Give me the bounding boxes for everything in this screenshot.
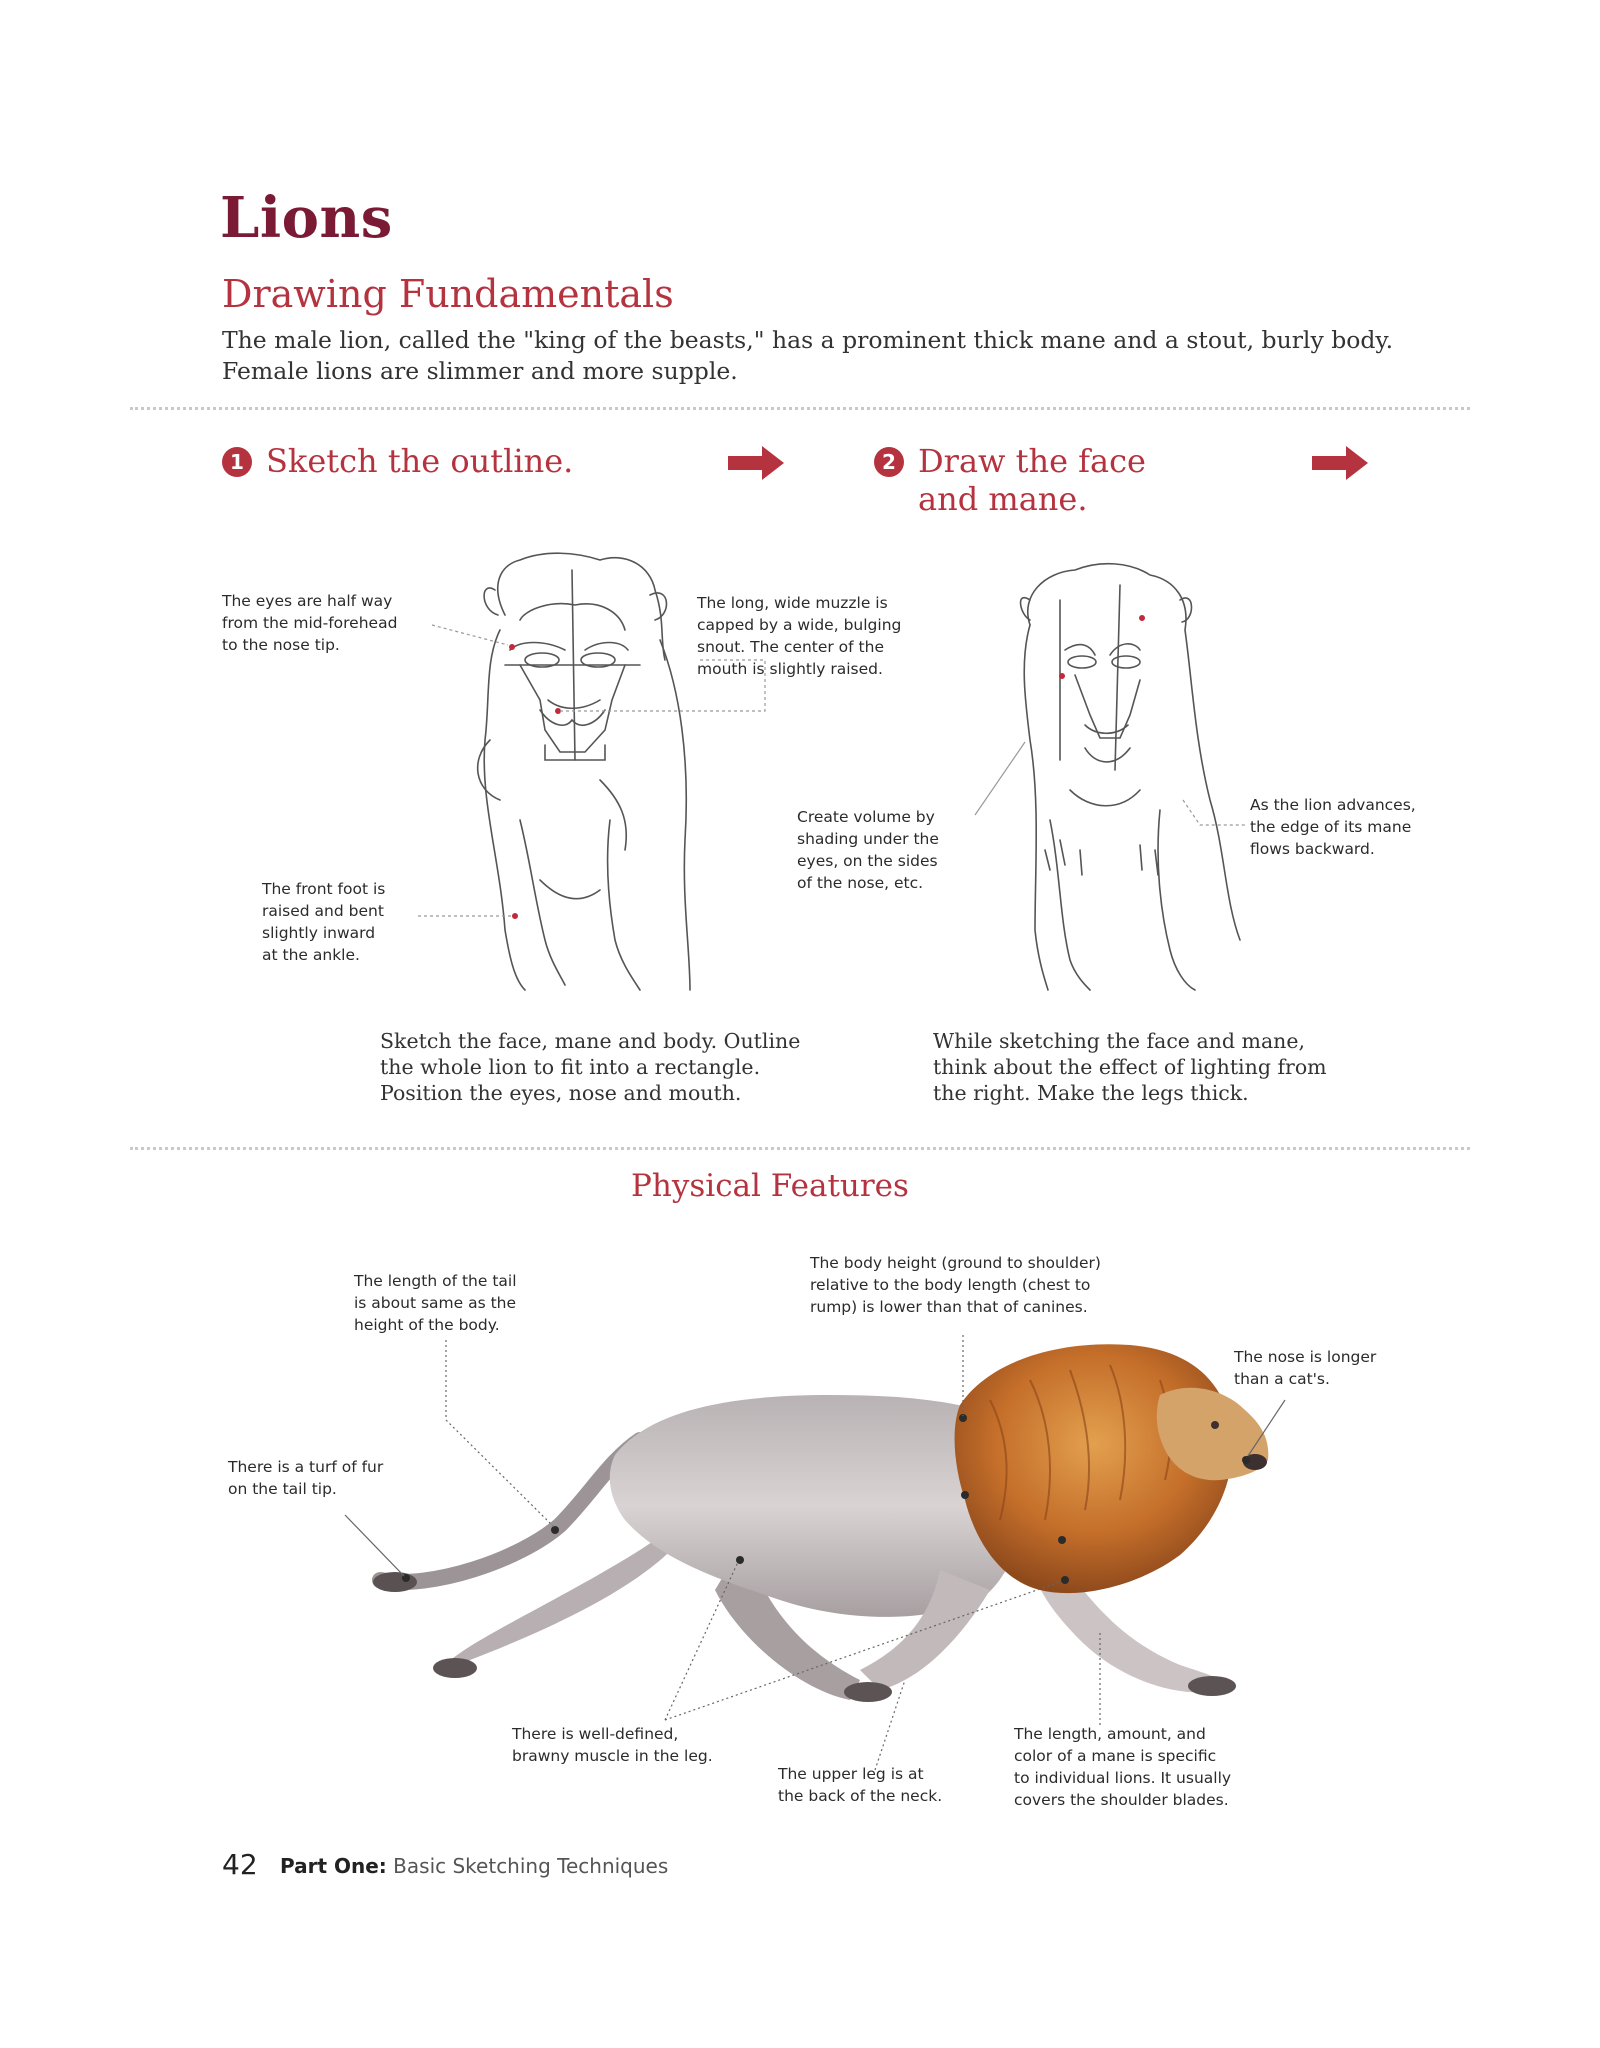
intro-line-2: Female lions are slimmer and more supple.: [222, 357, 738, 385]
note-volume-line-3: eyes, on the sides: [797, 852, 938, 870]
note-volume-line-1: Create volume by: [797, 808, 935, 826]
feature-tail-length-line-2: is about same as the: [354, 1294, 517, 1312]
note-foot-line-1: The front foot is: [262, 880, 386, 898]
lion-face-sketch: [1021, 564, 1240, 990]
feature-mane-line-2: color of a mane is specific: [1014, 1747, 1217, 1765]
step-2-number: 2: [874, 447, 904, 477]
step-2-label-line-1: Draw the face: [918, 442, 1146, 480]
feature-nose-line-1: The nose is longer: [1234, 1348, 1377, 1366]
note-foot: [262, 878, 385, 966]
note-eyes-line-1: The eyes are half way: [222, 592, 393, 610]
step-2-caption-line-1: While sketching the face and mane,: [933, 1029, 1306, 1053]
note-foot-line-4: at the ankle.: [262, 946, 360, 964]
step-1-number: 1: [222, 447, 252, 477]
feature-mane-line-4: covers the shoulder blades.: [1014, 1791, 1229, 1809]
page-title: Lions: [220, 185, 393, 251]
note-foot-line-3: slightly inward: [262, 924, 376, 942]
feature-tail-length-line-3: height of the body.: [354, 1316, 500, 1334]
note-foot-line-2: raised and bent: [262, 902, 384, 920]
feature-upper-leg-line-2: the back of the neck.: [778, 1787, 943, 1805]
step-2-label: [918, 442, 1146, 518]
arrow-right-icon: [1312, 446, 1368, 480]
divider-top: [130, 407, 1470, 410]
step-1-heading: [222, 442, 573, 480]
feature-upper-leg: [778, 1763, 942, 1807]
section-heading-physical-features: Physical Features: [631, 1168, 909, 1204]
note-volume: [797, 806, 939, 894]
step-2-caption-line-3: the right. Make the legs thick.: [933, 1081, 1249, 1105]
note-muzzle: [697, 592, 901, 680]
footer-part-title: Basic Sketching Techniques: [393, 1854, 669, 1878]
feature-muscle-line-1: There is well-defined,: [512, 1725, 679, 1743]
feature-tail-tip-line-2: on the tail tip.: [228, 1480, 337, 1498]
note-muzzle-line-1: The long, wide muzzle is: [697, 594, 888, 612]
arrow-right-icon: [728, 446, 784, 480]
feature-muscle-line-2: brawny muscle in the leg.: [512, 1747, 713, 1765]
note-eyes-line-3: to the nose tip.: [222, 636, 340, 654]
step-2-label-line-2: and mane.: [918, 480, 1088, 518]
feature-muscle: [512, 1723, 713, 1767]
feature-mane: [1014, 1723, 1231, 1811]
feature-tail-tip: [228, 1456, 383, 1500]
feature-nose-line-2: than a cat's.: [1234, 1370, 1330, 1388]
note-eyes-line-2: from the mid-forehead: [222, 614, 398, 632]
step-2-caption: [933, 1028, 1327, 1106]
note-volume-line-4: of the nose, etc.: [797, 874, 924, 892]
step-1-label: Sketch the outline.: [266, 442, 574, 480]
feature-body-height: [810, 1252, 1101, 1318]
page-subtitle: Drawing Fundamentals: [222, 272, 674, 316]
step-2-caption-line-2: think about the effect of lighting from: [933, 1055, 1327, 1079]
note-muzzle-line-3: snout. The center of the: [697, 638, 884, 656]
note-mane-edge: [1250, 794, 1416, 860]
feature-upper-leg-line-1: The upper leg is at: [778, 1765, 924, 1783]
step-1-caption-line-3: Position the eyes, nose and mouth.: [380, 1081, 742, 1105]
step-1-caption-line-1: Sketch the face, mane and body. Outline: [380, 1029, 801, 1053]
footer-part-label: Part One:: [280, 1854, 387, 1878]
feature-body-height-line-2: relative to the body length (chest to: [810, 1276, 1091, 1294]
intro-line-1: The male lion, called the "king of the beasts," has a prominent thick mane and a stout, burly body.: [222, 326, 1394, 354]
feature-body-height-line-1: The body height (ground to shoulder): [810, 1254, 1101, 1272]
step-1-caption-line-2: the whole lion to fit into a rectangle.: [380, 1055, 761, 1079]
note-mane-edge-line-1: As the lion advances,: [1250, 796, 1416, 814]
note-muzzle-line-2: capped by a wide, bulging: [697, 616, 902, 634]
divider-middle: [130, 1147, 1470, 1150]
page-number: 42: [222, 1848, 258, 1881]
note-muzzle-line-4: mouth is slightly raised.: [697, 660, 883, 678]
feature-nose: [1234, 1346, 1376, 1390]
note-mane-edge-line-3: flows backward.: [1250, 840, 1375, 858]
feature-mane-line-1: The length, amount, and: [1014, 1725, 1206, 1743]
feature-tail-length-line-1: The length of the tail: [354, 1272, 517, 1290]
feature-mane-line-3: to individual lions. It usually: [1014, 1769, 1232, 1787]
step-1-caption: [380, 1028, 800, 1106]
feature-tail-tip-line-1: There is a turf of fur: [228, 1458, 384, 1476]
note-volume-line-2: shading under the: [797, 830, 939, 848]
footer-part: [280, 1854, 668, 1878]
feature-body-height-line-3: rump) is lower than that of canines.: [810, 1298, 1088, 1316]
note-mane-edge-line-2: the edge of its mane: [1250, 818, 1412, 836]
intro-text: [222, 325, 1422, 387]
note-eyes: [222, 590, 397, 656]
lion-head-sketch: [478, 553, 690, 990]
feature-tail-length: [354, 1270, 517, 1336]
step-2-heading: [874, 442, 1146, 518]
